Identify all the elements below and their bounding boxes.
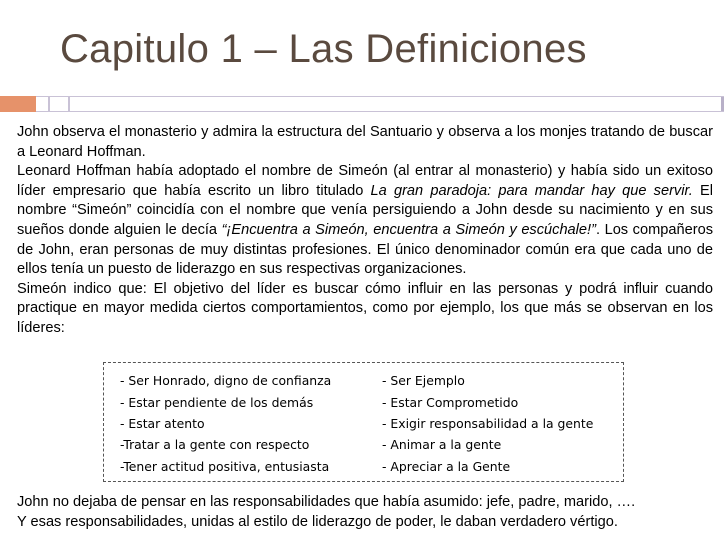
paragraph-intro: John observa el monasterio y admira la estructura del Santuario y observa a los monjes tratando de buscar a Leonard Hoffman. [17, 124, 713, 160]
slide-title: Capitulo 1 – Las Definiciones [60, 27, 587, 71]
paragraph-hoffman-text-a: Leonard Hoffman había adoptado el nombre de Simeón (al entrar al monasterio) y había sido un exitoso líder empresario que había escrito un libro titulado [17, 163, 713, 199]
title-rule-bottom [36, 111, 724, 112]
footer-line-1: John no dejaba de pensar en las responsabilidades que había asumido: jefe, padre, marido, …. [17, 494, 636, 510]
trait-right: - Animar a la gente [382, 437, 502, 453]
paragraph-hoffman-text-c: . Los compañeros de John, eran personas de muy distintas profesiones. El único denominador común era que cada uno de ellos tenía un puesto de liderazgo en sus respectivas organizaciones. [17, 221, 713, 278]
trait-right: - Exigir responsabilidad a la gente [382, 415, 594, 431]
trait-left: -Tener actitud positiva, entusiasta [120, 458, 330, 474]
trait-row [120, 413, 593, 434]
trait-left: - Estar pendiente de los demás [120, 394, 314, 410]
trait-right: - Apreciar a la Gente [382, 458, 511, 474]
dream-quote: “¡Encuentra a Simeón, encuentra a Simeón y escúchale!” [221, 221, 596, 238]
trait-row [120, 370, 593, 391]
trait-left: - Estar atento [120, 415, 205, 431]
slide-footer [17, 493, 717, 532]
trait-row [120, 434, 593, 455]
title-rule-top [36, 96, 724, 97]
rule-tick [48, 97, 50, 111]
paragraph-hoffman [17, 162, 713, 280]
rule-tick [721, 97, 724, 111]
footer-line-2: Y esas responsabilidades, unidas al estilo de liderazgo de poder, le daban verdadero vértigo. [17, 513, 618, 530]
traits-box [103, 362, 624, 482]
trait-left: -Tratar a la gente con respecto [120, 437, 310, 453]
trait-left: - Ser Honrado, digno de confianza [120, 373, 332, 389]
trait-right: - Ser Ejemplo [382, 373, 465, 389]
trait-row [120, 456, 593, 477]
trait-row [120, 391, 593, 412]
trait-right: - Estar Comprometido [382, 394, 519, 410]
title-accent-block [0, 96, 36, 112]
slide-body [17, 123, 713, 339]
traits-table [120, 370, 593, 477]
paragraph-simeon: Simeón indico que: El objetivo del líder es buscar cómo influir en las personas y podrá influir cuando practique en mayor medida ciertos comportamientos, como por ejemplo, los que más se observan en los líderes: [17, 280, 713, 336]
book-title: La gran paradoja: para mandar hay que servir. [370, 182, 693, 199]
rule-tick [68, 97, 70, 111]
paragraph-hoffman-text-b: El nombre “Simeón” coincidía con el nombre que venía persiguiendo a John desde su nacimiento y en sus sueños donde alguien le decía [17, 182, 714, 238]
